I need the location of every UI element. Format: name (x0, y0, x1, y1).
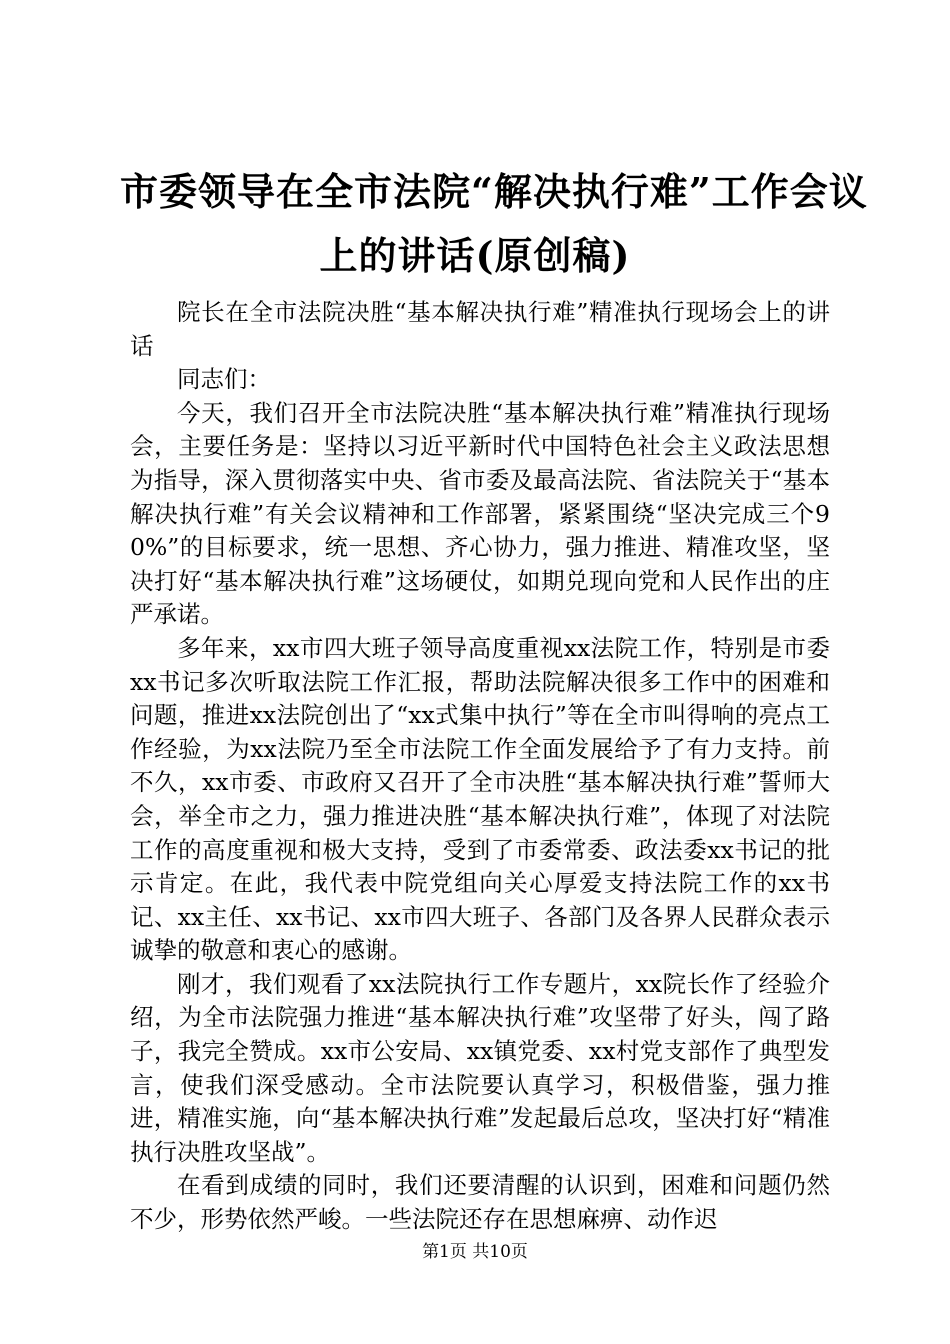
page-number-footer: 第1页 共10页 (422, 1242, 528, 1262)
title-line-2: 上的讲话(原创稿) (319, 233, 631, 278)
title-line-1: 市委领导在全市法院“解决执行难”工作会议 (120, 169, 868, 214)
paragraph: 多年来，xx市四大班子领导高度重视xx法院工作，特别是市委xx书记多次听取法院工作汇报，帮助法院解决很多工作中的困难和问题，推进xx法院创出了“xx式集中执行”等在全市叫得响的亮点工作经验，为xx法院乃至全市法院工作全面发展给予了有力支持。前不久，xx市委、市政府又召开了全市决胜“基本解决执行难”誓师大会，举全市之力，强力推进决胜“基本解决执行难”，体现了对法院工作的高度重视和极大支持，受到了市委常委、政法委xx书记的批示肯定。在此，我代表中院党组向关心厚爱支持法院工作的xx书记、xx主任、xx书记、xx市四大班子、各部门及各界人民群众表示诚挚的敬意和衷心的感谢。 (130, 633, 830, 965)
paragraph-salutation: 同志们： (177, 365, 271, 394)
paragraph: 今天，我们召开全市法院决胜“基本解决执行难”精准执行现场会，主要任务是：坚持以习近平新时代中国特色社会主义政法思想为指导，深入贯彻落实中央、省市委及最高法院、省法院关于“基本解决执行难”有关会议精神和工作部署，紧紧围绕“坚决完成三个90%”的目标要求，统一思想、齐心协力，强力推进、精准攻坚，坚决打好“基本解决执行难”这场硬仗，如期兑现向党和人民作出的庄严承诺。 (130, 398, 830, 629)
document-body (130, 296, 830, 1237)
paragraph-subtitle: 院长在全市法院决胜“基本解决执行难”精准执行现场会上的讲话 (130, 298, 830, 360)
document-title (120, 160, 868, 288)
paragraph: 刚才，我们观看了xx法院执行工作专题片，xx院长作了经验介绍，为全市法院强力推进“基本解决执行难”攻坚带了好头，闯了路子，我完全赞成。xx市公安局、xx镇党委、xx村党支部作了典型发言，使我们深受感动。全市法院要认真学习，积极借鉴，强力推进，精准实施，向“基本解决执行难”发起最后总攻，坚决打好“精准执行决胜攻坚战”。 (130, 969, 830, 1166)
paragraph: 在看到成绩的同时，我们还要清醒的认识到，困难和问题仍然不少，形势依然严峻。一些法院还存在思想麻痹、动作迟 (130, 1171, 830, 1234)
